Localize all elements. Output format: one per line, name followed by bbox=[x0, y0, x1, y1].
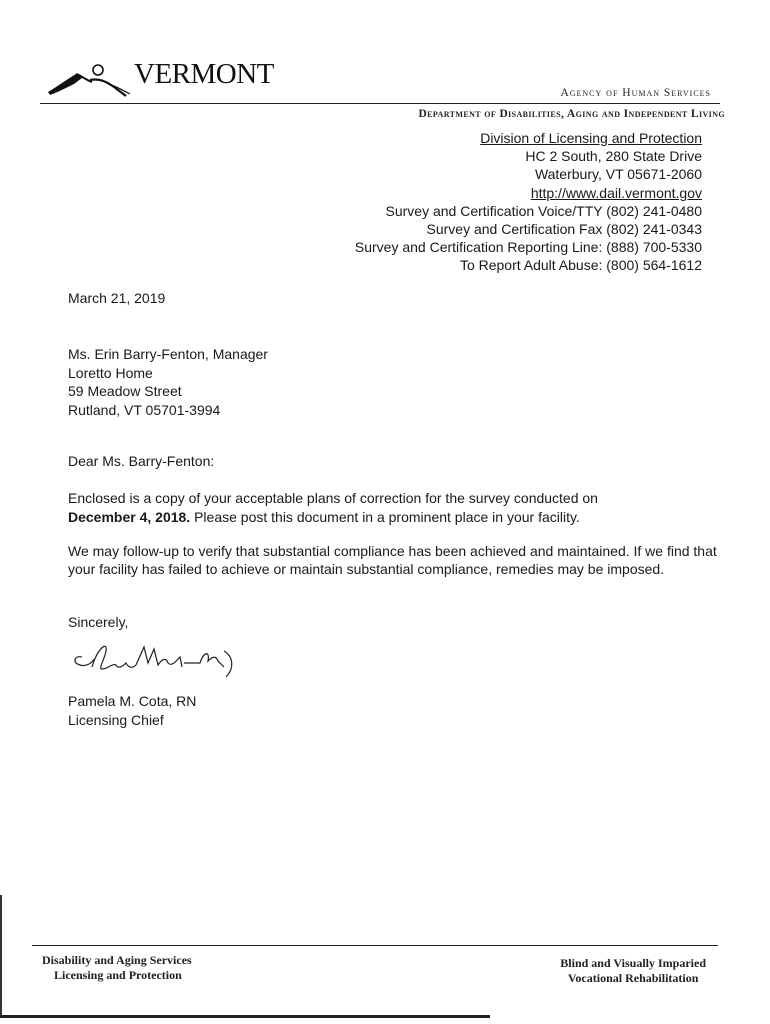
recipient-name: Ms. Erin Barry-Fenton, Manager bbox=[68, 346, 268, 362]
survey-date: December 4, 2018. bbox=[68, 508, 191, 525]
para1-end: Please post this document in a prominent place in your facility. bbox=[190, 508, 580, 525]
contact-block bbox=[355, 129, 702, 275]
reporting-line: Survey and Certification Reporting Line: (888) 700-5330 bbox=[354, 239, 702, 256]
signature-image bbox=[68, 637, 248, 683]
footer-right bbox=[560, 956, 706, 986]
recipient-facility: Loretto Home bbox=[68, 364, 153, 381]
recipient-street: 59 Meadow Street bbox=[68, 383, 182, 399]
footer-left-line-1: Disability and Aging Services bbox=[42, 953, 192, 967]
division-name: Division of Licensing and Protection bbox=[480, 130, 702, 146]
footer-right-line-2: Vocational Rehabilitation bbox=[567, 971, 699, 985]
address-city: Waterbury, VT 05671-2060 bbox=[534, 166, 702, 183]
address-street: HC 2 South, 280 State Drive bbox=[525, 148, 702, 165]
body-paragraph-2: We may follow-up to verify that substantial compliance has been achieved and maintained. If we find that your facility has failed to achieve or maintain substantial compliance, remedies may be imposed. bbox=[68, 543, 717, 577]
footer-rule bbox=[32, 945, 718, 946]
signer-title: Licensing Chief bbox=[68, 711, 164, 728]
footer-right-line-1: Blind and Visually Imparied bbox=[560, 956, 706, 970]
voice-tty-line: Survey and Certification Voice/TTY (802) 241-0480 bbox=[385, 202, 702, 219]
state-name: VERMONT bbox=[134, 58, 274, 90]
abuse-report-line: To Report Adult Abuse: (800) 564-1612 bbox=[459, 257, 702, 274]
footer-left bbox=[42, 953, 192, 983]
signer-name: Pamela M. Cota, RN bbox=[68, 693, 197, 709]
department-name: Department of Disabilities, Aging and Independent Living bbox=[418, 108, 725, 120]
body-paragraph-1 bbox=[68, 489, 708, 526]
recipient-city: Rutland, VT 05701-3994 bbox=[68, 401, 221, 418]
agency-name: Agency of Human Services bbox=[560, 87, 711, 99]
salutation: Dear Ms. Barry-Fenton: bbox=[68, 453, 215, 469]
para1-start: Enclosed is a copy of your acceptable plans of correction for the survey conducted on bbox=[68, 490, 598, 506]
header-rule bbox=[40, 103, 720, 104]
recipient-address bbox=[68, 345, 268, 419]
fax-line: Survey and Certification Fax (802) 241-0343 bbox=[426, 221, 702, 238]
letter-date: March 21, 2019 bbox=[68, 290, 166, 306]
footer-left-line-2: Licensing and Protection bbox=[54, 968, 182, 982]
closing: Sincerely, bbox=[68, 614, 129, 630]
website-link[interactable]: http://www.dail.vermont.gov bbox=[530, 184, 702, 201]
scan-edge-line bbox=[0, 895, 2, 1015]
bottom-rule bbox=[0, 1015, 490, 1018]
signer-block bbox=[68, 692, 196, 729]
